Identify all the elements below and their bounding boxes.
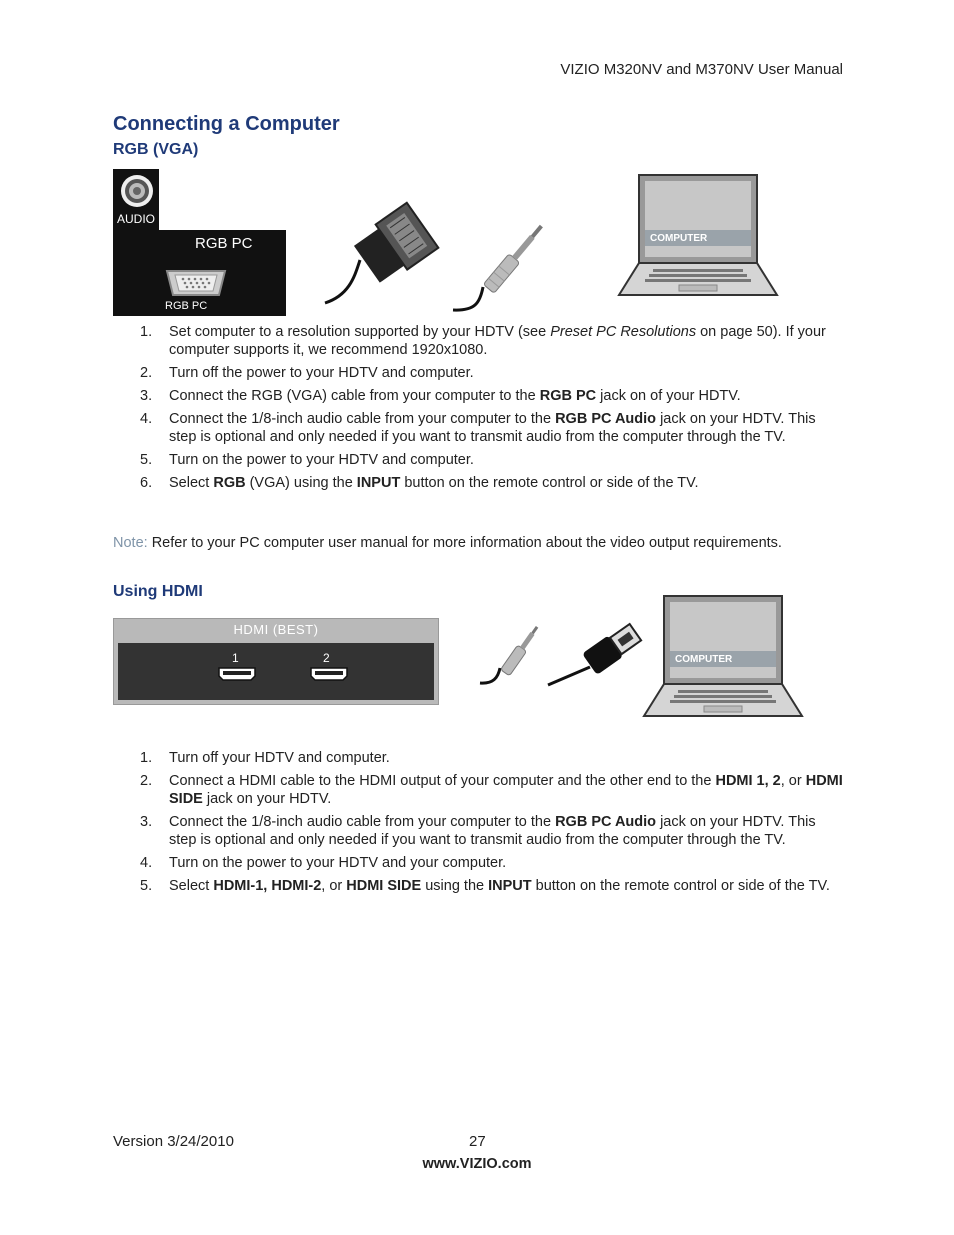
hdmi-cable-icon <box>545 615 655 690</box>
list-item <box>113 772 843 808</box>
step-text: Turn on the power to your HDTV and computer. <box>169 452 474 468</box>
step-link-text: Preset PC Resolutions <box>550 324 697 340</box>
laptop-screen-label: COMPUTER <box>675 654 733 665</box>
step-bold: HDMI SIDE <box>169 773 843 807</box>
step-number: 2. <box>140 365 153 381</box>
list-item <box>113 410 843 446</box>
step-text: on page 50). If your computer supports it, we recommend 1920x1080. <box>169 324 826 358</box>
step-text: Connect the 1/8-inch audio cable from your computer to the <box>169 411 556 427</box>
step-number: 6. <box>140 475 153 491</box>
note-paragraph <box>113 535 782 551</box>
step-text: Connect the RGB (VGA) cable from your computer to the <box>169 388 540 404</box>
section-title: Connecting a Computer <box>113 113 340 135</box>
step-bold: INPUT <box>488 878 532 894</box>
version-label: Version 3/24/2010 <box>113 1133 234 1150</box>
rgb-pc-label: RGB PC <box>195 235 253 252</box>
rgb-subtitle: RGB (VGA) <box>113 141 199 158</box>
list-item <box>113 854 843 872</box>
hdmi-panel-title: HDMI (BEST) <box>233 622 319 637</box>
step-number: 3. <box>140 814 153 830</box>
step-text: Connect a HDMI cable to the HDMI output of your computer and the other end to the <box>169 773 716 789</box>
step-bold: HDMI 1, 2 <box>715 773 781 789</box>
step-text: Turn off your HDTV and computer. <box>169 750 390 766</box>
list-item <box>113 877 843 895</box>
audio-label: AUDIO <box>117 212 156 226</box>
step-text: Turn off the power to your HDTV and computer. <box>169 365 474 381</box>
step-bold: RGB PC Audio <box>555 411 657 427</box>
step-bold: INPUT <box>356 475 401 491</box>
step-text: Set computer to a resolution supported by your HDTV (see <box>169 324 551 340</box>
hdmi-steps-list <box>113 749 843 900</box>
step-text: jack on your HDTV. This step is optional and only needed if you want to transmit audio from the computer through the TV. <box>169 411 816 445</box>
list-item <box>113 364 843 382</box>
hdmi-port-icon <box>218 667 256 681</box>
list-item <box>113 474 843 492</box>
step-text: button on the remote control or side of the TV. <box>400 475 699 491</box>
note-text: Refer to your PC computer user manual for more information about the video output requirements. <box>147 535 782 551</box>
list-item <box>113 813 843 849</box>
step-text: Turn on the power to your HDTV and your computer. <box>169 855 507 871</box>
step-text: (VGA) using the <box>245 475 357 491</box>
list-item <box>113 749 843 767</box>
hdmi-port-icon <box>310 667 348 681</box>
step-number: 5. <box>140 452 153 468</box>
step-text: Connect the 1/8-inch audio cable from your computer to the <box>169 814 556 830</box>
laptop-screen-label: COMPUTER <box>650 233 708 244</box>
step-bold: RGB <box>213 475 246 491</box>
step-text: , or <box>321 878 347 894</box>
step-text: using the <box>421 878 489 894</box>
website-link[interactable]: www.VIZIO.com <box>422 1156 532 1172</box>
note-label: Note: <box>113 535 148 551</box>
step-number: 1. <box>140 750 153 766</box>
step-text: Select <box>169 878 214 894</box>
step-bold: HDMI-1, HDMI-2 <box>213 878 322 894</box>
step-text: button on the remote control or side of the TV. <box>531 878 830 894</box>
step-number: 2. <box>140 773 153 789</box>
step-number: 5. <box>140 878 153 894</box>
page-number: 27 <box>469 1133 486 1150</box>
step-text: , or <box>780 773 806 789</box>
step-bold: RGB PC Audio <box>555 814 657 830</box>
hdmi-ports-area <box>118 643 434 700</box>
audio-cable-icon <box>478 620 553 690</box>
step-number: 3. <box>140 388 153 404</box>
step-number: 1. <box>140 324 153 340</box>
step-text: jack on your HDTV. This step is optional and only needed if you want to transmit audio from the computer through the TV. <box>169 814 816 848</box>
step-number: 4. <box>140 411 153 427</box>
step-bold: HDMI SIDE <box>346 878 422 894</box>
vga-port-icon <box>163 268 229 298</box>
list-item <box>113 451 843 469</box>
rgb-pc-panel <box>113 169 286 316</box>
step-text: Select <box>169 475 214 491</box>
vga-cable-icon <box>320 195 440 310</box>
audio-port-box <box>113 169 159 231</box>
list-item <box>113 387 843 405</box>
rgb-steps-list <box>113 323 843 497</box>
hdmi-panel <box>113 618 439 705</box>
step-number: 4. <box>140 855 153 871</box>
list-item <box>113 323 843 359</box>
audio-jack-icon <box>119 173 155 209</box>
manual-title: VIZIO M320NV and M370NV User Manual <box>560 61 843 78</box>
audio-cable-icon <box>450 215 570 315</box>
rgb-port-label: RGB PC <box>165 300 208 312</box>
rgb-port-box <box>113 230 286 316</box>
hdmi-subtitle: Using HDMI <box>113 583 203 600</box>
step-text: jack on your HDTV. <box>202 791 332 807</box>
step-text: jack on of your HDTV. <box>596 388 741 404</box>
step-bold: RGB PC <box>539 388 597 404</box>
hdmi-port-1-label: 1 <box>232 651 239 665</box>
hdmi-port-2-label: 2 <box>323 651 330 665</box>
